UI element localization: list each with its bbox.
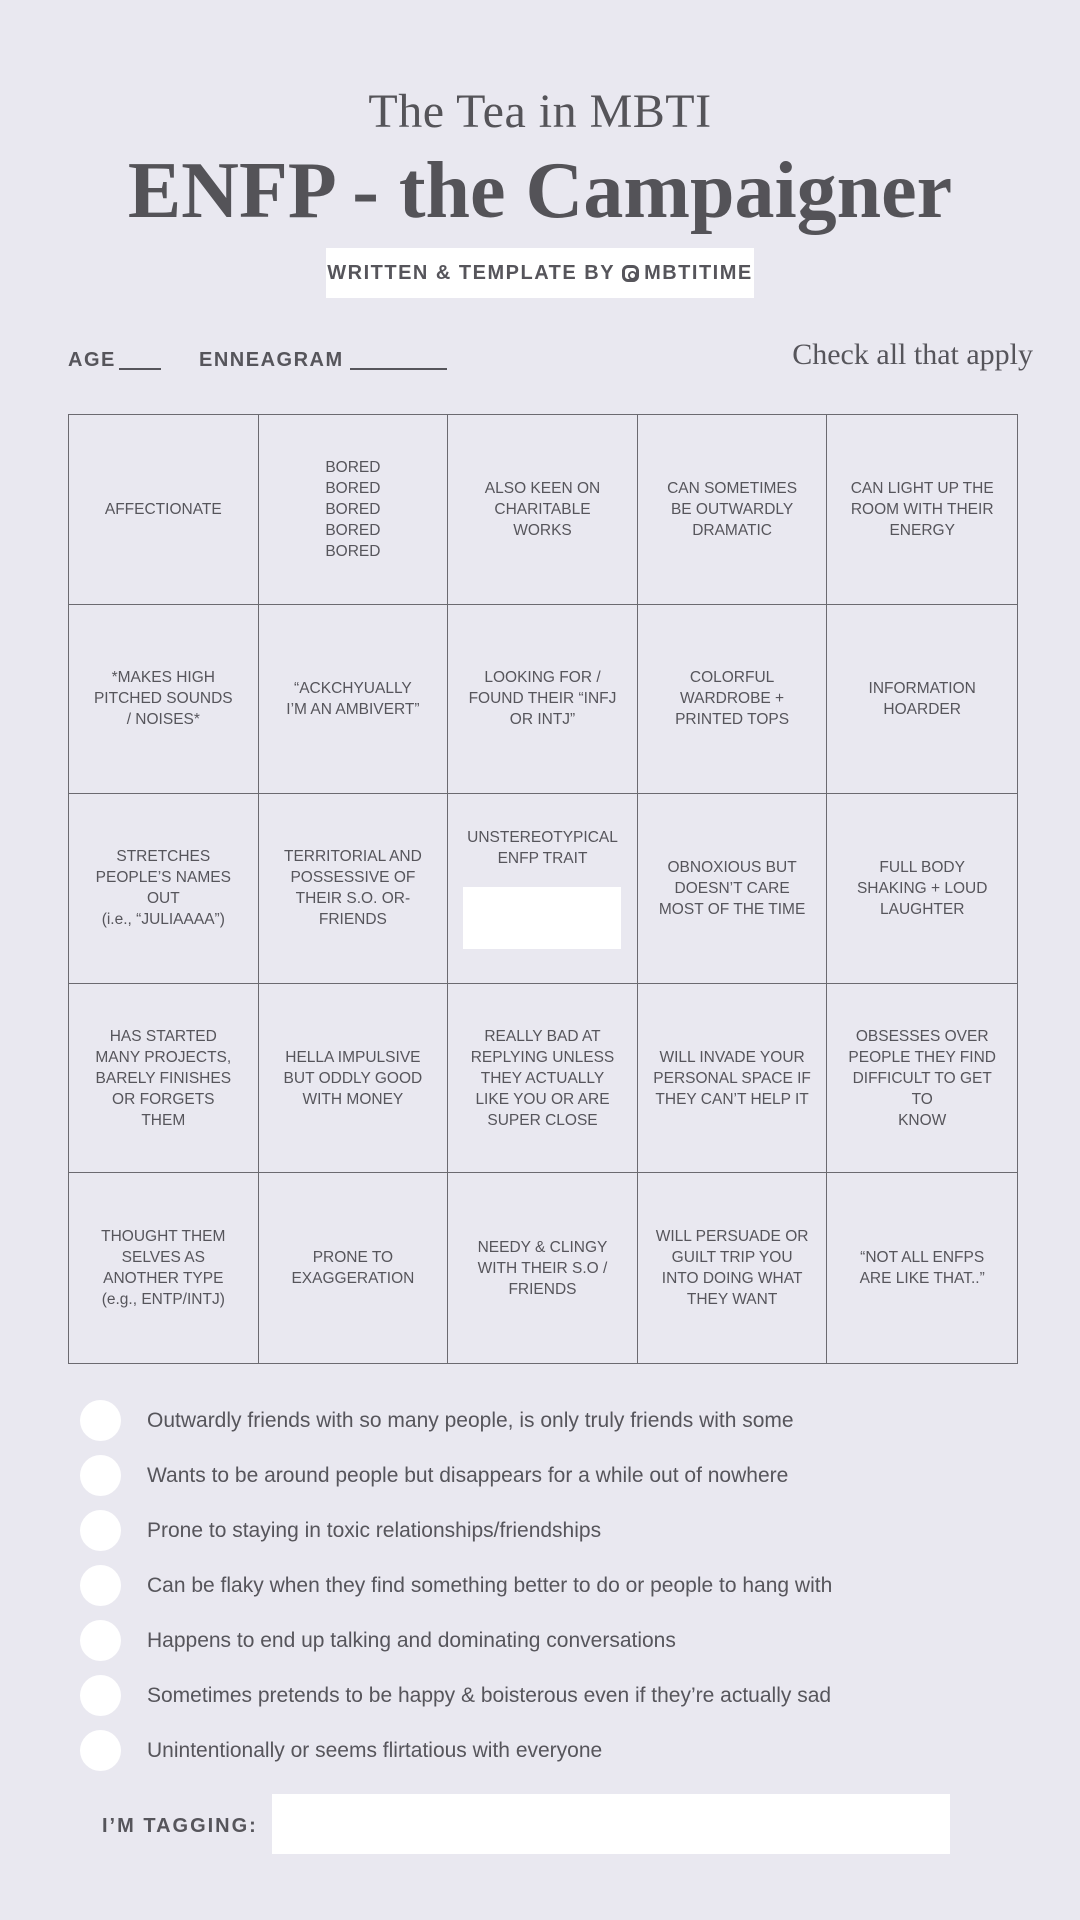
checkbox-circle[interactable] bbox=[80, 1675, 121, 1716]
credit-banner bbox=[326, 248, 754, 298]
checklist-item bbox=[80, 1613, 832, 1668]
page-title-line1: The Tea in MBTI bbox=[368, 85, 712, 138]
credit-prefix: WRITTEN & TEMPLATE BY bbox=[327, 261, 616, 284]
checklist-item-text: Wants to be around people but disappears for a while out of nowhere bbox=[147, 1463, 789, 1487]
bingo-cell[interactable] bbox=[69, 794, 259, 984]
bingo-cell[interactable] bbox=[69, 1173, 259, 1363]
checklist bbox=[80, 1393, 832, 1778]
checklist-item bbox=[80, 1558, 832, 1613]
bingo-cell-text: WILL INVADE YOUR PERSONAL SPACE IF THEY CAN’T HELP IT bbox=[653, 1048, 811, 1108]
bingo-cell[interactable] bbox=[69, 984, 259, 1174]
credit-handle: MBTITIME bbox=[644, 261, 753, 284]
checklist-item-text: Outwardly friends with so many people, is only truly friends with some bbox=[147, 1408, 794, 1432]
bingo-cell[interactable] bbox=[827, 984, 1017, 1174]
instagram-icon bbox=[622, 265, 639, 282]
bingo-cell[interactable] bbox=[638, 605, 828, 795]
checklist-item-text: Unintentionally or seems flirtatious with everyone bbox=[147, 1738, 603, 1762]
bingo-cell[interactable] bbox=[638, 1173, 828, 1363]
bingo-cell-text: OBNOXIOUS BUT DOESN’T CARE MOST OF THE TIME bbox=[658, 858, 806, 918]
bingo-cell-text: “NOT ALL ENFPS ARE LIKE THAT..” bbox=[859, 1249, 985, 1288]
bingo-cell[interactable] bbox=[259, 1173, 449, 1363]
bingo-cell[interactable] bbox=[638, 794, 828, 984]
check-all-instruction: Check all that apply bbox=[792, 338, 1033, 371]
bingo-cell-text: COLORFUL WARDROBE + PRINTED TOPS bbox=[675, 669, 790, 729]
bingo-cell[interactable] bbox=[448, 605, 638, 795]
page-title: ENFP - the Campaigner bbox=[127, 147, 953, 235]
checklist-item bbox=[80, 1668, 832, 1723]
checklist-item-text: Sometimes pretends to be happy & boisterous even if they’re actually sad bbox=[147, 1683, 832, 1707]
bingo-cell[interactable] bbox=[259, 984, 449, 1174]
bingo-cell-text: INFORMATION HOARDER bbox=[868, 679, 976, 718]
checkbox-circle[interactable] bbox=[80, 1565, 121, 1606]
bingo-cell-text: “ACKCHYUALLY I’M AN AMBIVERT” bbox=[286, 679, 420, 718]
checkbox-circle[interactable] bbox=[80, 1730, 121, 1771]
tagging-label: I’M TAGGING: bbox=[102, 1815, 258, 1837]
bingo-cell-text: ALSO KEEN ON CHARITABLE WORKS bbox=[484, 479, 601, 539]
bingo-cell-text: STRETCHES PEOPLE’S NAMES OUT (i.e., “JULIAAAA”) bbox=[95, 848, 231, 929]
bingo-cell-text: CAN LIGHT UP THE ROOM WITH THEIR ENERGY bbox=[850, 479, 994, 539]
bingo-cell[interactable] bbox=[259, 415, 449, 605]
bingo-cell[interactable] bbox=[69, 415, 259, 605]
bingo-cell-text: LOOKING FOR / FOUND THEIR “INFJ OR INTJ” bbox=[468, 669, 617, 729]
tagging-input-box[interactable] bbox=[272, 1794, 950, 1854]
bingo-cell[interactable] bbox=[448, 415, 638, 605]
bingo-cell[interactable] bbox=[448, 794, 638, 984]
bingo-cell[interactable] bbox=[69, 605, 259, 795]
bingo-cell-text: THOUGHT THEM SELVES AS ANOTHER TYPE (e.g., ENTP/INTJ) bbox=[101, 1228, 226, 1309]
checkbox-circle[interactable] bbox=[80, 1620, 121, 1661]
checkbox-circle[interactable] bbox=[80, 1400, 121, 1441]
bingo-cell-text: TERRITORIAL AND POSSESSIVE OF THEIR S.O. OR- FRIENDS bbox=[283, 848, 422, 929]
bingo-cell-text: BORED BORED BORED BORED BORED bbox=[325, 458, 381, 560]
bingo-cell[interactable] bbox=[638, 984, 828, 1174]
checklist-item-text: Can be flaky when they find something better to do or people to hang with bbox=[147, 1573, 833, 1597]
bingo-grid bbox=[68, 414, 1018, 1364]
checklist-item bbox=[80, 1503, 832, 1558]
age-label: AGE bbox=[68, 349, 116, 371]
bingo-cell-text: HELLA IMPULSIVE BUT ODDLY GOOD WITH MONEY bbox=[283, 1048, 423, 1108]
bingo-cell-text: FULL BODY SHAKING + LOUD LAUGHTER bbox=[856, 858, 988, 918]
checklist-item bbox=[80, 1723, 832, 1778]
bingo-cell[interactable] bbox=[448, 984, 638, 1174]
bingo-cell[interactable] bbox=[638, 415, 828, 605]
enneagram-label: ENNEAGRAM bbox=[199, 349, 344, 371]
trait-fill-box[interactable] bbox=[463, 887, 621, 949]
bingo-cell-text: WILL PERSUADE OR GUILT TRIP YOU INTO DOING WHAT THEY WANT bbox=[655, 1228, 809, 1309]
checklist-item-text: Happens to end up talking and dominating conversations bbox=[147, 1628, 676, 1652]
bingo-cell-text: AFFECTIONATE bbox=[104, 500, 222, 518]
bingo-cell[interactable] bbox=[827, 1173, 1017, 1363]
bingo-cell[interactable] bbox=[448, 1173, 638, 1363]
checklist-item-text: Prone to staying in toxic relationships/friendships bbox=[147, 1518, 602, 1542]
bingo-cell-text: HAS STARTED MANY PROJECTS, BARELY FINISHES OR FORGETS THEM bbox=[95, 1027, 232, 1129]
bingo-cell-text: REALLY BAD AT REPLYING UNLESS THEY ACTUALLY LIKE YOU OR ARE SUPER CLOSE bbox=[470, 1027, 615, 1129]
age-blank-line[interactable] bbox=[119, 368, 161, 370]
bingo-cell[interactable] bbox=[827, 605, 1017, 795]
checklist-item bbox=[80, 1448, 832, 1503]
checkbox-circle[interactable] bbox=[80, 1455, 121, 1496]
bingo-cell-text: *MAKES HIGH PITCHED SOUNDS / NOISES* bbox=[93, 669, 233, 729]
bingo-cell-text: UNSTEREOTYPICAL ENFP TRAIT bbox=[467, 829, 618, 868]
bingo-cell[interactable] bbox=[259, 605, 449, 795]
bingo-cell[interactable] bbox=[827, 415, 1017, 605]
bingo-cell[interactable] bbox=[827, 794, 1017, 984]
checklist-item bbox=[80, 1393, 832, 1448]
checkbox-circle[interactable] bbox=[80, 1510, 121, 1551]
bingo-cell-text: CAN SOMETIMES BE OUTWARDLY DRAMATIC bbox=[667, 479, 798, 539]
bingo-cell[interactable] bbox=[259, 794, 449, 984]
bingo-cell-text: PRONE TO EXAGGERATION bbox=[291, 1249, 415, 1288]
bingo-cell-text: OBSESSES OVER PEOPLE THEY FIND DIFFICULT TO GET TO KNOW bbox=[848, 1027, 996, 1129]
enneagram-blank-line[interactable] bbox=[350, 368, 447, 370]
bingo-cell-text: NEEDY & CLINGY WITH THEIR S.O / FRIENDS bbox=[477, 1238, 608, 1298]
